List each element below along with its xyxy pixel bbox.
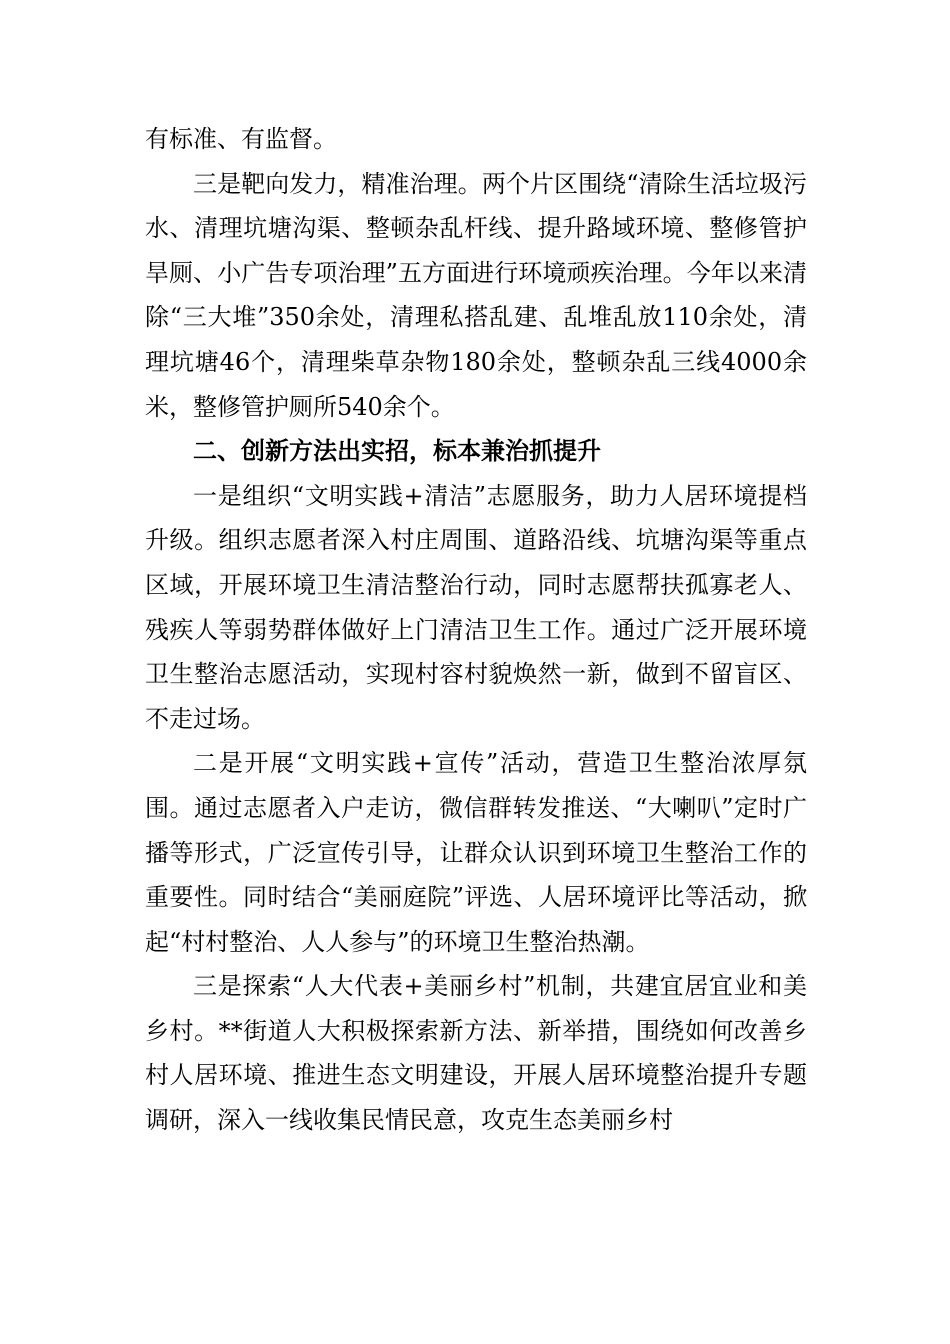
paragraph-continuation: 有标准、有监督。 <box>145 125 337 153</box>
document-body <box>145 117 807 1143</box>
paragraph-targeted-governance: 三是靶向发力，精准治理。两个片区围绕“清除生活垃圾污水、清理坑塘沟渠、整顿杂乱杆线、提升路域环境、整修管护旱厕、小广告专项治理”五方面进行环境顽疾治理。今年以来清除“三大堆”350余处，清理私搭乱建、乱堆乱放110余处，清理坑塘46个，清理柴草杂物180余处，整顿杂乱三线4000余米，整修管护厕所540余个。 <box>145 169 807 421</box>
paragraph-publicity-activity: 二是开展“文明实践+宣传”活动，营造卫生整治浓厚氛围。通过志愿者入户走访，微信群转发推送、“大喇叭”定时广播等形式，广泛宣传引导，让群众认识到环境卫生整治工作的重要性。同时结合“美丽庭院”评选、人居环境评比等活动，掀起“村村整治、人人参与”的环境卫生整治热潮。 <box>145 749 807 956</box>
section-heading: 二、创新方法出实招，标本兼治抓提升 <box>193 437 601 466</box>
paragraph-volunteer-service: 一是组织“文明实践+清洁”志愿服务，助力人居环境提档升级。组织志愿者深入村庄周围、道路沿线、坑塘沟渠等重点区域，开展环境卫生清洁整治行动，同时志愿帮扶孤寡老人、残疾人等弱势群体做好上门清洁卫生工作。通过广泛开展环境卫生整治志愿活动，实现村容村貌焕然一新，做到不留盲区、不走过场。 <box>145 481 807 733</box>
paragraph-deputy-mechanism: 三是探索“人大代表+美丽乡村”机制，共建宜居宜业和美乡村。**街道人大积极探索新方法、新举措，围绕如何改善乡村人居环境、推进生态文明建设，开展人居环境整治提升专题调研，深入一线收集民情民意，攻克生态美丽乡村 <box>145 972 807 1135</box>
